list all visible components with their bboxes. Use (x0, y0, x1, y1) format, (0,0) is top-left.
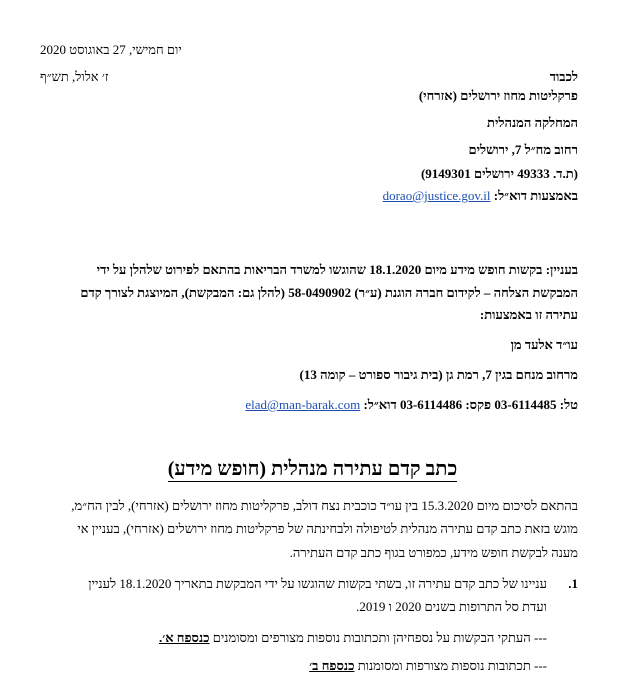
item-1-number: 1. (568, 576, 578, 591)
hebrew-date: ז׳ אלול, תש״ף (40, 69, 109, 84)
lawyer-email-link[interactable]: elad@man-barak.com (245, 397, 361, 412)
document-title (0, 458, 625, 481)
recipient-email-link[interactable]: dorao@justice.gov.il (382, 188, 491, 203)
recipient-street: רחוב מח״ל 7, ירושלים (468, 142, 578, 157)
lawyer-contact-line (245, 397, 578, 413)
item-1-line-2: ועדת סל התרופות בשנים 2020 ו 2019. (356, 599, 547, 614)
bullet-prefix: --- (534, 630, 547, 645)
bullet-text: העתקי הבקשות על נספחיהן ותכתובות נוספות מצורפים ומסומנים (212, 630, 531, 645)
recipient-po-box: (ת.ד. 49333 ירושלים 9149301) (420, 166, 578, 181)
date-line: יום חמישי, 27 באוגוסט 2020 (40, 42, 182, 57)
item-1-line-1: עניינו של כתב קדם עתירה זו, בשתי בקשות שהוגשו על ידי המבקשת בתאריך 18.1.2020 לעניין (88, 576, 547, 591)
recipient-department: המחלקה המנהלית (487, 115, 578, 130)
lawyer-contact: טל: 03-6114485 פקס: 03-6114486 דוא״ל: (363, 397, 578, 412)
bullet-annex-ref: כנספח א׳. (158, 630, 210, 645)
intro-line-3: מענה לבקשת חופש מידע, כמפורט בגוף כתב קדם העתירה. (289, 545, 578, 560)
subject-line-3: עתירה זו באמצעות: (479, 307, 578, 322)
bullet-item (309, 658, 547, 674)
bullet-item (159, 630, 547, 646)
bullet-prefix: --- (534, 658, 547, 673)
subject-line-1: בעניין: בקשות חופש מידע מיום 18.1.2020 שהוגשו למשרד הבריאות בהתאם לפירוט שלהלן על ידי (96, 262, 578, 277)
subject-line-2: המבקשת הצלחה – לקידום חברה הוגנת (ע״ר) 58-0490902 (להלן גם: המבקשת), המיוצגת לצורך קדם (80, 285, 578, 300)
lawyer-address: מרחוב מנחם בגין 7, רמת גן (בית גיבור ספורט – קומה 13) (299, 367, 578, 382)
intro-line-1: בהתאם לסיכום מיום 15.3.2020 בין עו״ד כוכבית נצח דולב, פרקליטות מחוז ירושלים (אזרחי), לבין הח״מ, (71, 498, 578, 513)
document-title-text: כתב קדם עתירה מנהלית (חופש מידע) (167, 458, 458, 480)
intro-line-2: מוגש בזאת כתב קדם עתירה מנהלית לטיפולה ולבחינתה של פרקליטות מחוז ירושלים (אזרחי), בעניין אי (77, 521, 578, 536)
recipient-email-line (383, 188, 578, 204)
bullet-annex-ref: כנספח ב׳ (309, 658, 355, 673)
recipient-office: פרקליטות מחוז ירושלים (אזרחי) (418, 88, 578, 103)
bullet-text: תכתובות נוספות מצורפות ומסומנות (357, 658, 531, 673)
lawyer-name: עו״ד אלעד מן (510, 337, 578, 352)
recipient-salutation: לכבוד (549, 69, 578, 84)
recipient-email-label: באמצעות דוא״ל: (493, 188, 578, 203)
